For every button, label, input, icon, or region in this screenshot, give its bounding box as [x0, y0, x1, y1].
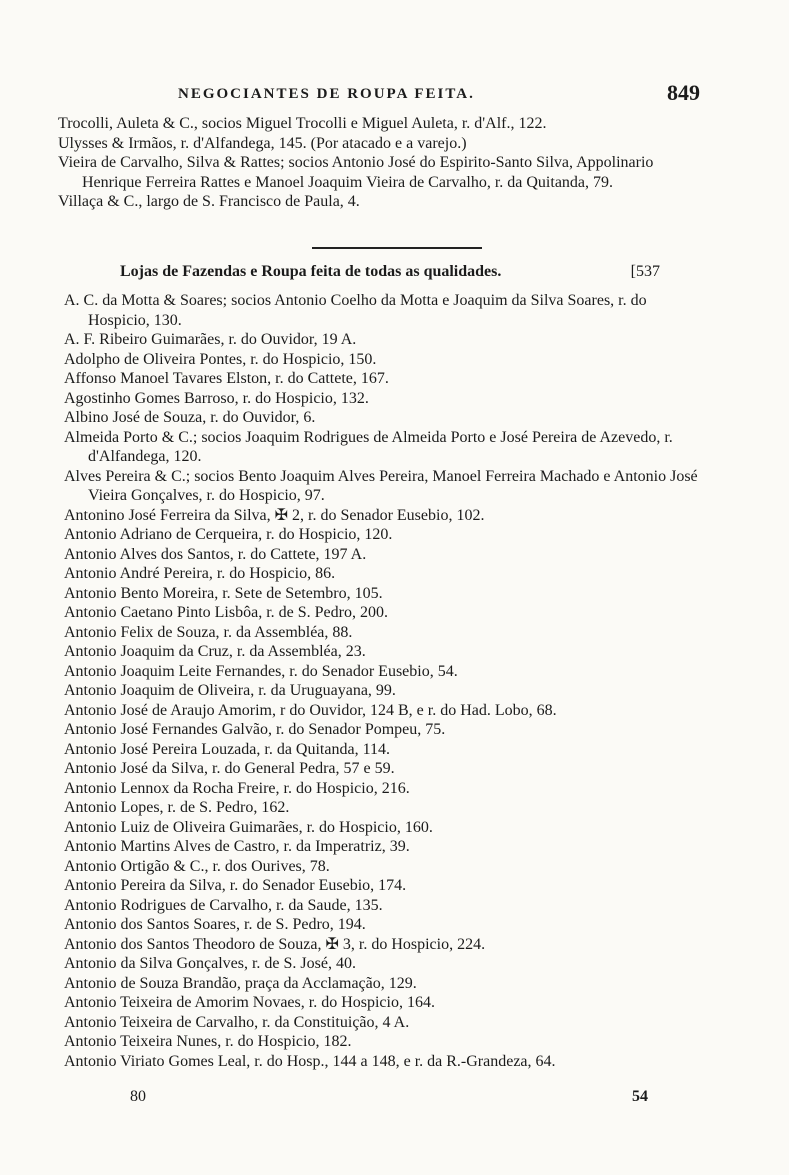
- list-item: Trocolli, Auleta & C., socios Miguel Trocolli e Miguel Auleta, r. d'Alf., 122.: [58, 115, 547, 132]
- list-item: Antonio André Pereira, r. do Hospicio, 86.: [64, 565, 336, 582]
- list-item: Antonio Pereira da Silva, r. do Senador Eusebio, 174.: [64, 877, 407, 894]
- page-number: 849: [667, 80, 700, 105]
- list-item: Antonio Teixeira Nunes, r. do Hospicio, 182.: [64, 1033, 352, 1050]
- list-item: Agostinho Gomes Barroso, r. do Hospicio, 132.: [64, 389, 369, 407]
- list-item: Affonso Manoel Tavares Elston, r. do Cattete, 167.: [64, 370, 389, 387]
- continued-entries: [58, 114, 708, 212]
- list-item: Antonio Viriato Gomes Leal, r. do Hosp., 144 a 148, e r. da R.-Grandeza, 64.: [64, 1052, 556, 1070]
- section-title: Lojas de Fazendas e Roupa feita de todas as qualidades.: [120, 263, 502, 280]
- list-item: Antonio Adriano de Cerqueira, r. do Hospicio, 120.: [64, 526, 393, 543]
- list-item: Antonio de Souza Brandão, praça da Acclamação, 129.: [64, 974, 417, 992]
- list-item: Antonio Joaquim Leite Fernandes, r. do Senador Eusebio, 54.: [64, 662, 458, 680]
- list-item: Antonio Felix de Souza, r. da Assembléa, 88.: [64, 623, 353, 641]
- list-item: Villaça & C., largo de S. Francisco de Paula, 4.: [58, 193, 360, 210]
- list-item: Adolpho de Oliveira Pontes, r. do Hospicio, 150.: [64, 350, 377, 368]
- list-item: Antonio dos Santos Soares, r. de S. Pedro, 194.: [64, 916, 366, 933]
- page-title: NEGOCIANTES DE ROUPA FEITA.: [178, 86, 475, 102]
- list-item: Antonio Lopes, r. de S. Pedro, 162.: [64, 799, 290, 816]
- page-header: [60, 80, 700, 110]
- list-item: Antonio da Silva Gonçalves, r. de S. José, 40.: [64, 955, 356, 972]
- footer-signature-mark: 80: [130, 1088, 146, 1105]
- list-item: Vieira de Carvalho, Silva & Rattes; socios Antonio José do Espirito-Santo Silva, Appolinario Henrique Ferreira Rattes e Manoel Joaquim Vieira de Carvalho, r. da Quitanda, 79.: [58, 154, 654, 191]
- list-item: A. C. da Motta & Soares; socios Antonio Coelho da Motta e Joaquim da Silva Soares, r. do Hospicio, 130.: [64, 292, 647, 329]
- section-number: [537: [630, 263, 660, 280]
- list-item: Antonio Ortigão & C., r. dos Ourives, 78.: [64, 857, 330, 875]
- list-item: Antonio Alves dos Santos, r. do Cattete, 197 A.: [64, 545, 367, 563]
- list-item: Ulysses & Irmãos, r. d'Alfandega, 145. (Por atacado e a varejo.): [58, 134, 467, 152]
- list-item: Antonio Rodrigues de Carvalho, r. da Saude, 135.: [64, 896, 383, 914]
- list-item: Antonio José da Silva, r. do General Pedra, 57 e 59.: [64, 760, 395, 777]
- list-item: Antonio dos Santos Theodoro de Souza, ✠ 3, r. do Hospicio, 224.: [64, 935, 486, 953]
- list-item: Antonio Martins Alves de Castro, r. da Imperatriz, 39.: [64, 838, 410, 855]
- section-divider: [312, 247, 482, 249]
- list-item: Antonio Caetano Pinto Lisbôa, r. de S. Pedro, 200.: [64, 604, 388, 621]
- list-item: Antonio Lennox da Rocha Freire, r. do Hospicio, 216.: [64, 779, 410, 797]
- entries-list: [64, 291, 704, 1071]
- list-item: A. F. Ribeiro Guimarães, r. do Ouvidor, 19 A.: [64, 331, 357, 348]
- list-item: Antonio José de Araujo Amorim, r do Ouvidor, 124 B, e r. do Had. Lobo, 68.: [64, 701, 557, 719]
- list-item: Almeida Porto & C.; socios Joaquim Rodrigues de Almeida Porto e José Pereira de Azevedo, r. d'Alfandega, 120.: [64, 428, 673, 465]
- list-item: Antonio Luiz de Oliveira Guimarães, r. do Hospicio, 160.: [64, 818, 433, 836]
- list-item: Antonio José Pereira Louzada, r. da Quitanda, 114.: [64, 740, 390, 758]
- list-item: Antonio Joaquim de Oliveira, r. da Uruguayana, 99.: [64, 682, 396, 699]
- footer-sheet-mark: 54: [632, 1088, 648, 1105]
- list-item: Antonio Joaquim da Cruz, r. da Assembléa, 23.: [64, 643, 366, 660]
- page-footer: [0, 1088, 789, 1112]
- list-item: Albino José de Souza, r. do Ouvidor, 6.: [64, 409, 316, 426]
- list-item: Antonio Teixeira de Amorim Novaes, r. do Hospicio, 164.: [64, 994, 435, 1011]
- list-item: Alves Pereira & C.; socios Bento Joaquim Alves Pereira, Manoel Ferreira Machado e Antonio José Vieira Gonçalves, r. do Hospicio, 97.: [64, 467, 698, 504]
- list-item: Antonino José Ferreira da Silva, ✠ 2, r. do Senador Eusebio, 102.: [64, 506, 485, 524]
- section-heading: [120, 263, 660, 281]
- list-item: Antonio Teixeira de Carvalho, r. da Constituição, 4 A.: [64, 1013, 410, 1031]
- list-item: Antonio José Fernandes Galvão, r. do Senador Pompeu, 75.: [64, 721, 446, 738]
- list-item: Antonio Bento Moreira, r. Sete de Setembro, 105.: [64, 584, 383, 602]
